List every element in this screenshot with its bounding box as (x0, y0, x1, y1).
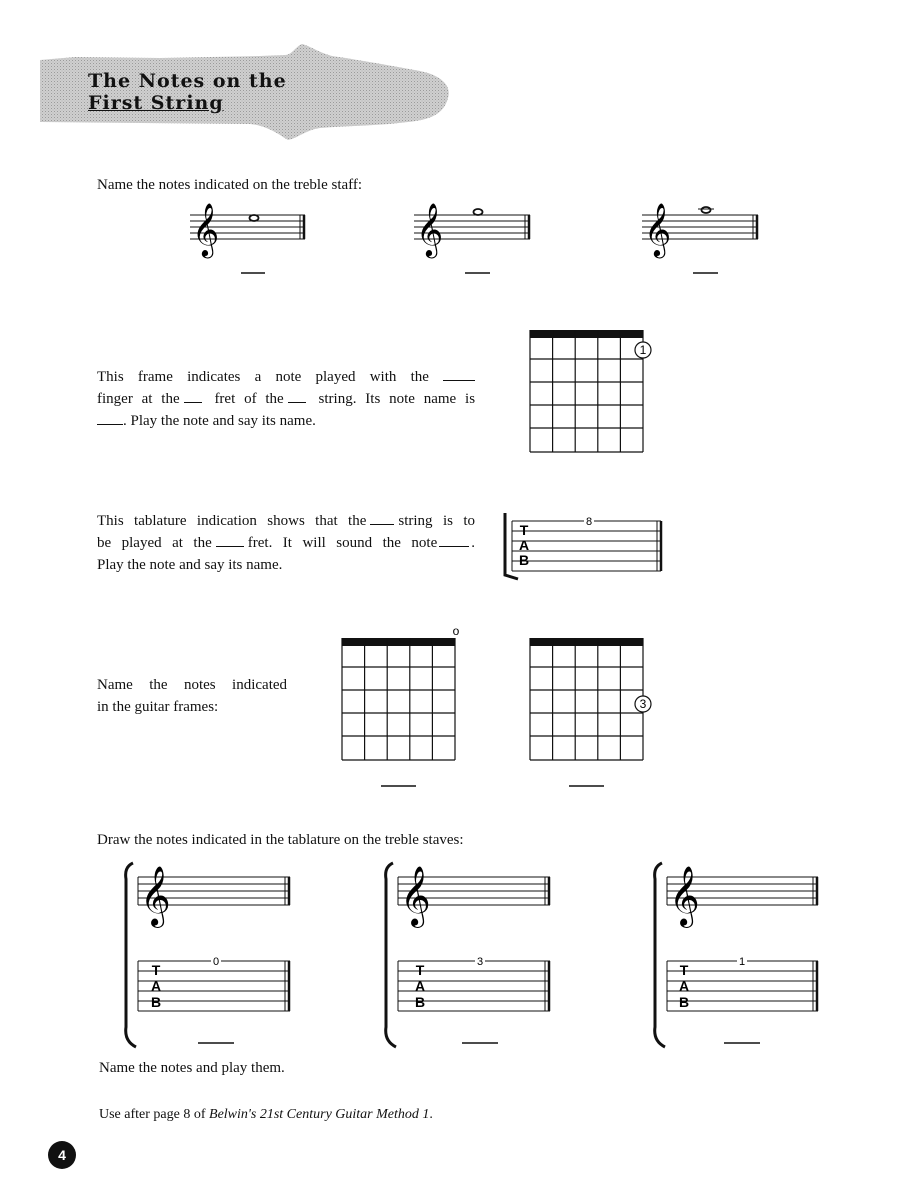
tab-fret-number: 3 (476, 956, 484, 968)
svg-text:T: T (415, 962, 425, 978)
tab-fret-number: 1 (738, 956, 746, 968)
staff-tab-system-3 (655, 863, 818, 1047)
section2-line-2: finger at the fret of the string. Its note name is (97, 391, 476, 407)
guitar-frame-1 (330, 620, 470, 800)
book-title: Belwin's 21st Century Guitar Method 1 (209, 1107, 430, 1122)
treble-clef-icon: 𝄞 (192, 202, 220, 256)
staff-tab-system-1 (126, 863, 290, 1047)
svg-text:A: A (414, 978, 426, 994)
title-line-1: The Notes on the (88, 70, 287, 92)
section3-text (97, 510, 475, 576)
blank-fret[interactable] (216, 534, 244, 547)
tablature-section3 (496, 505, 676, 585)
whole-note-icon (474, 209, 483, 215)
footer-note: Use after page 8 of Belwin's 21st Century Guitar Method 1. (99, 1107, 433, 1122)
treble-clef-icon: 𝄞 (644, 202, 672, 256)
guitar-frame-2 (518, 620, 668, 800)
blank-note-name[interactable] (97, 412, 123, 425)
blank-finger[interactable] (443, 368, 475, 381)
svg-text:T: T (679, 962, 689, 978)
tab-fret-number: 8 (585, 516, 593, 528)
treble-clef-icon: 𝄞 (140, 866, 171, 926)
section1-instruction: Name the notes indicated on the treble staff: (97, 177, 363, 193)
treble-clef-icon: 𝄞 (400, 866, 431, 926)
blank-string[interactable] (370, 512, 394, 525)
blank-fret[interactable] (184, 390, 202, 403)
section2-line-1: This frame indicates a note played with the (97, 366, 475, 388)
title-line-2: First String (88, 92, 224, 114)
treble-clef-icon: 𝄞 (416, 202, 444, 256)
section5-systems (0, 855, 900, 1055)
section3-line-2: be played at the fret. It will sound the note . (97, 535, 475, 551)
blank-string[interactable] (288, 390, 306, 403)
section4-line-1: Name the notes indicated (97, 677, 288, 693)
staff-1 (190, 202, 305, 258)
section5-closing: Name the notes and play them. (99, 1060, 285, 1076)
blank-note[interactable] (439, 534, 469, 547)
svg-text:T: T (519, 522, 529, 538)
section1-staves (0, 195, 900, 285)
section3-line-1: This tablature indication shows that the string is to (97, 513, 476, 529)
section5-instruction: Draw the notes indicated in the tablature on the treble staves: (97, 832, 464, 848)
tab-fret-number: 0 (212, 956, 220, 968)
page-number-badge: 4 (48, 1141, 76, 1169)
open-string-marker: o (452, 624, 460, 638)
whole-note-icon (702, 207, 711, 213)
treble-clef-icon: 𝄞 (669, 866, 700, 926)
worksheet-title (88, 70, 287, 114)
svg-text:A: A (678, 978, 690, 994)
section4-line-2: in the guitar frames: (97, 699, 219, 715)
svg-text:1: 1 (639, 343, 647, 357)
section3-line-3: Play the note and say its name. (97, 557, 283, 573)
section2-line-3: . Play the note and say its name. (97, 410, 475, 432)
svg-text:B: B (518, 552, 530, 568)
staff-tab-system-2 (386, 863, 550, 1047)
svg-text:B: B (414, 994, 426, 1010)
svg-text:B: B (678, 994, 690, 1010)
staff-2 (414, 202, 530, 258)
svg-text:T: T (151, 962, 161, 978)
svg-text:A: A (150, 978, 162, 994)
section4-text (97, 674, 287, 718)
svg-text:3: 3 (639, 697, 647, 711)
guitar-frame-section2 (520, 322, 660, 462)
staff-3 (642, 202, 758, 258)
whole-note-icon (250, 215, 259, 221)
svg-text:B: B (150, 994, 162, 1010)
svg-text:A: A (518, 537, 530, 553)
section2-text (97, 366, 475, 432)
